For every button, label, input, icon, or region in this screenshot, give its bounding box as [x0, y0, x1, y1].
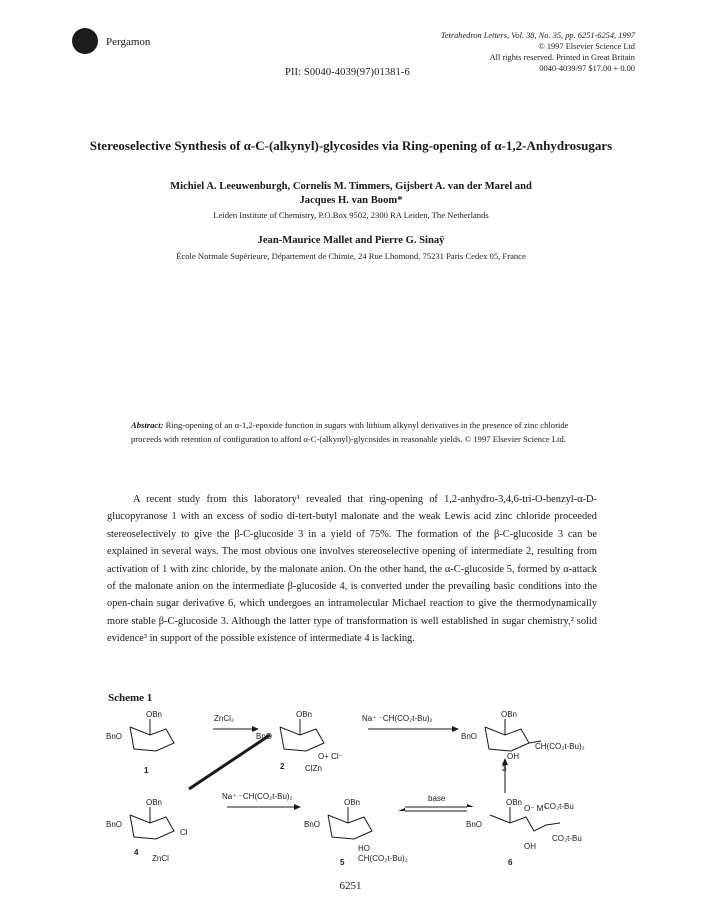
authors-line-2: Jacques H. van Boom*: [299, 195, 403, 206]
compound-4: 4: [134, 848, 139, 857]
obn-label-4: OBn: [146, 798, 163, 807]
authors-group-2: Jean-Maurice Mallet and Pierre G. Sinaÿ: [257, 235, 445, 246]
bno-label-1: BnO: [106, 732, 123, 741]
compound-2: 2: [280, 762, 285, 771]
ring-1: [130, 727, 174, 751]
compound-3: 3: [502, 764, 507, 773]
copyright-line: © 1997 Elsevier Science Ltd: [538, 42, 635, 51]
compound-6: 6: [508, 858, 513, 867]
compound-1: 1: [144, 766, 149, 775]
bno-label-4: BnO: [106, 820, 123, 829]
obn-label-5: OBn: [344, 798, 361, 807]
zncl-label: ZnCl: [152, 854, 169, 863]
compound-5: 5: [340, 858, 345, 867]
bno-label-5: BnO: [304, 820, 321, 829]
scheme-title: Scheme 1: [108, 692, 153, 704]
reagent-malonate-bottom: Na⁺ ⁻CH(CO₂t-Bu)₂: [222, 792, 293, 801]
oplus-cl-label: O+ Cl⁻: [318, 752, 343, 761]
bno-label-6: BnO: [466, 820, 483, 829]
obn-label-2: OBn: [296, 710, 313, 719]
pii-code: PII: S0040-4039(97)01381-6: [285, 67, 410, 78]
ominus-m-label: O⁻ M⁺: [524, 804, 548, 813]
affiliation-2: École Normale Supérieure, Département de Chimie, 24 Rue Lhomond, 75231 Paris Cedex 05, France: [176, 251, 526, 261]
ring-5: [328, 815, 372, 839]
ring-6: [490, 815, 560, 831]
obn-label-1: OBn: [146, 710, 163, 719]
ring-4: [130, 815, 174, 839]
oh-label-6: OH: [524, 842, 536, 851]
cl-label: Cl: [180, 828, 188, 837]
malonate-label-3: CH(CO₂t-Bu)₂: [535, 742, 585, 751]
pergamon-logo: [72, 28, 98, 54]
body-paragraph: A recent study from this laboratory¹ revealed that ring-opening of 1,2-anhydro-3,4,6-tri-O-benzyl-α-D-glucopyranose 1 with an excess of sodio di-tert-butyl malonate and the weak Lewis acid zinc chloride proceeded stereoselectively to give the β-C-glucoside 3 in a yield of 75%. The formation of the β-C-glucoside 3 can be explained in several ways. The most obvious one involves stereoselective opening of intermediate 2, resulting from activation of 1 with zinc chloride, by the malonate anion. On the other hand, the α-C-glucoside 5, formed by α-attack of the malonate anion on the intermediate β-glucoside 4, is converted under the prevailing basic conditions into the open-chain sugar derivative 6, which undergoes an intramolecular Michael reaction to give the thermodynamically more stable β-C-glucoside 3. Although the latter type of transformation is well established in sugar chemistry,² solid evidence³ in support of the possible existence of intermediate 4 is lacking.: [107, 494, 597, 645]
reagent-zncl2: ZnCl₂: [214, 714, 234, 723]
clzn-label: ClZn: [305, 764, 322, 773]
ring-3: [485, 727, 529, 751]
publisher-name: Pergamon: [106, 36, 151, 48]
reagent-malonate-top: Na⁺ ⁻CH(CO₂t-Bu)₂: [362, 714, 433, 723]
authors-group-1: [110, 180, 592, 208]
co2tbu-label-bottom: CO₂t-Bu: [552, 834, 582, 843]
abstract: [131, 419, 581, 446]
bno-label-3: BnO: [461, 732, 478, 741]
bno-label-2: BnO: [256, 732, 273, 741]
ring-2: [280, 727, 324, 751]
reaction-scheme: [100, 705, 600, 875]
ho-label-5: HO: [358, 844, 370, 853]
reagent-base: base: [428, 794, 446, 803]
oh-label-3: OH: [507, 752, 519, 761]
obn-label-6: OBn: [506, 798, 523, 807]
obn-label-3: OBn: [501, 710, 518, 719]
journal-line: Tetrahedron Letters, Vol. 38, No. 35, pp. 6251-6254, 1997: [440, 31, 635, 40]
abstract-label: Abstract:: [131, 420, 164, 430]
abstract-text: Ring-opening of an α-1,2-epoxide function in sugars with lithium alkynyl derivatives in the presence of zinc chloride proceeds with retention of configuration to afford α-C-(alkynyl)-glycosides in reasonable yields. © 1997 Elsevier Science Ltd.: [131, 420, 569, 444]
affiliation-1: Leiden Institute of Chemistry, P.O.Box 9502, 2300 RA Leiden, The Netherlands: [213, 210, 489, 220]
co2tbu-label-top: CO₂t-Bu: [544, 802, 574, 811]
body-text: [107, 491, 597, 648]
authors-line-1: Michiel A. Leeuwenburgh, Cornelis M. Timmers, Gijsbert A. van der Marel and: [170, 181, 532, 192]
rights-line: All rights reserved. Printed in Great Britain: [489, 53, 635, 62]
malonate-label-5: CH(CO₂t-Bu)₂: [358, 854, 408, 863]
page-number: 6251: [339, 880, 362, 892]
paper-title: Stereoselective Synthesis of α-C-(alkynyl)-glycosides via Ring-opening of α-1,2-Anhydrosugars: [89, 138, 613, 153]
price-line: 0040-4039/97 $17.00 + 0.00: [539, 64, 635, 73]
